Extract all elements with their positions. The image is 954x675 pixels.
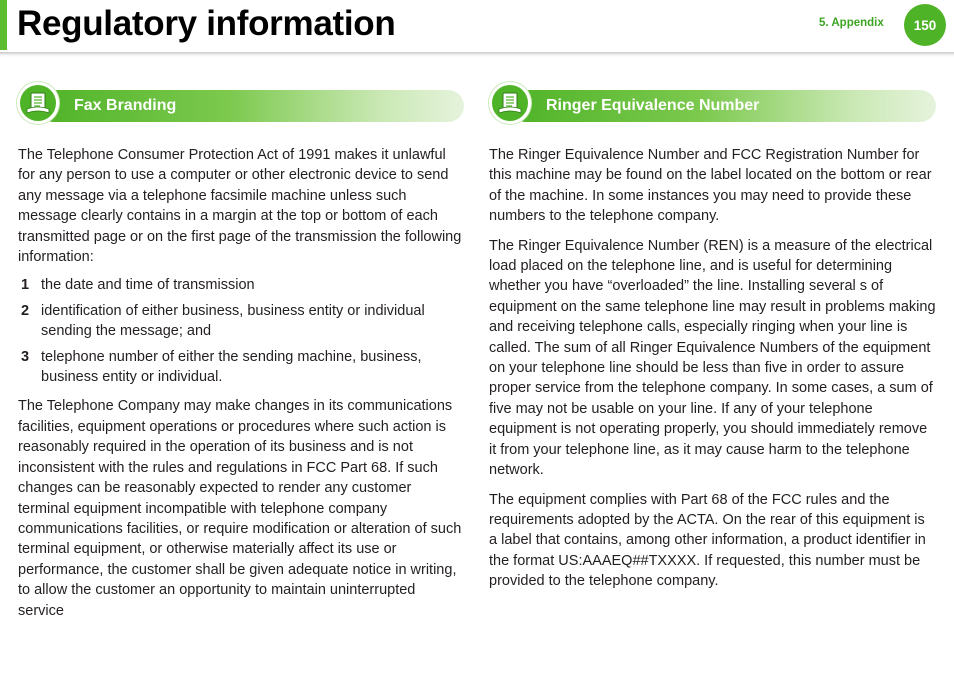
title-accent-bar (0, 0, 7, 50)
closing-paragraph: The Telephone Company may make changes in its communications facilities, equipment operations or procedures where such action is reasonably required in the operation of its business and is not inconsistent with the rules and regulations in FCC Part 68. If such changes can be reasonably expected to render any customer terminal equipment incompatible with telephone company communications facilities, or require modification or alteration of such terminal equipment, or otherwise materially affect its use or performance, the customer shall be given adequate notice in writing, to allow the customer an opportunity to maintain uninterrupted service (18, 398, 462, 619)
intro-paragraph: The Telephone Consumer Protection Act of 1991 makes it unlawful for any person to use a computer or other electronic device to send any message via a telephone facsimile machine unless such message clearly contains in a margin at the top or bottom of each transmitted page or on the first page of the transmission the following information: (18, 147, 462, 266)
document-note-icon (17, 82, 59, 124)
right-column (489, 145, 936, 601)
fax-branding-section-header (17, 82, 464, 124)
list-text: the date and time of transmission (41, 277, 255, 294)
list-item (18, 301, 464, 342)
list-number: 2 (21, 302, 30, 319)
body-paragraph: The Ringer Equivalence Number and FCC Registration Number for this machine may be found on the label located on the bottom or rear of the machine. In some instances you may need to provide these numbers to the telephone company. (489, 147, 932, 225)
section-heading: Fax Branding (74, 97, 177, 114)
list-number: 1 (21, 277, 30, 294)
left-column (18, 145, 464, 630)
list-item (18, 347, 464, 388)
section-breadcrumb[interactable]: 5. Appendix (819, 17, 884, 29)
list-number: 3 (21, 348, 30, 365)
ringer-equivalence-section-header (489, 82, 936, 124)
document-note-icon (489, 82, 531, 124)
page-number-badge: 150 (904, 4, 946, 46)
information-list (18, 275, 464, 387)
section-heading: Ringer Equivalence Number (546, 97, 760, 114)
page-title: Regulatory information (17, 4, 396, 43)
body-paragraph: The equipment complies with Part 68 of the FCC rules and the requirements adopted by the ACTA. On the rear of this equipment is a label that contains, among other information, a product identifier in the format US:AAAEQ##TXXXX. If requested, this number must be provided to the telephone company. (489, 491, 926, 590)
list-item (18, 275, 464, 295)
list-text: identification of either business, business entity or individual sending the message; and (41, 302, 425, 340)
header-divider (0, 52, 954, 57)
list-text: telephone number of either the sending machine, business, business entity or individual. (41, 348, 422, 386)
body-paragraph: The Ringer Equivalence Number (REN) is a measure of the electrical load placed on the telephone line, and is useful for determining whether you have “overloaded” the line. Installing several s of equipment on the same telephone line may result in problems making and receiving telephone calls, especially ringing when your line is called. The sum of all Ringer Equivalence Numbers of the equipment on your telephone line should be less than five in order to assure proper service from the telephone company. In some cases, a sum of five may not be usable on your line. If any of your telephone equipment is not operating properly, you should immediately remove it from your telephone line, as it may cause harm to the telephone network. (489, 237, 936, 479)
